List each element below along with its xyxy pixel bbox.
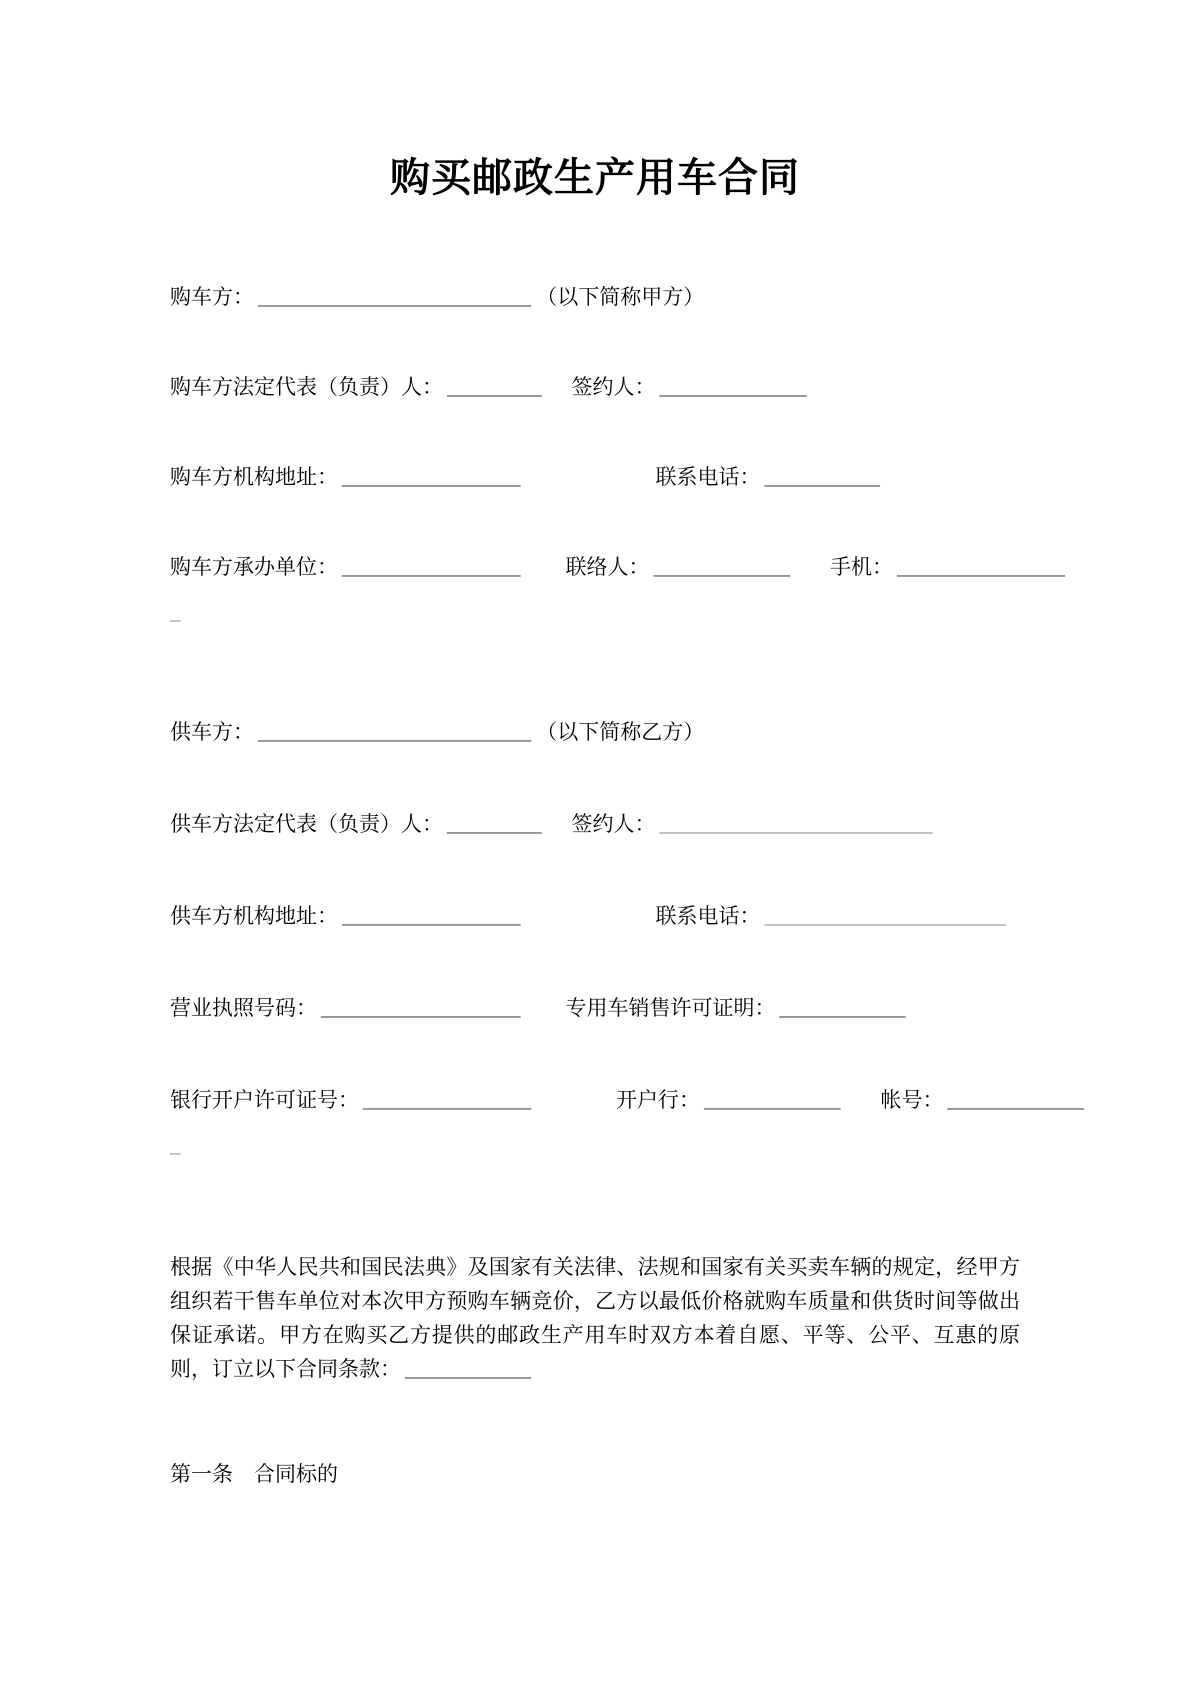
buyer-unit-label: 购车方承办单位： (170, 555, 338, 579)
buyer-representative-blank: _________ (447, 375, 542, 399)
buyer-address-blank: _________________ (342, 465, 521, 489)
seller-representative-label: 供车方法定代表（负责）人： (170, 812, 443, 836)
preamble-paragraph (170, 1250, 1020, 1386)
buyer-mobile-label: 手机： (830, 555, 893, 579)
license-blank: ___________________ (321, 996, 521, 1020)
section-1-heading: 第一条 合同标的 (170, 1462, 338, 1486)
buyer-phone-blank: ___________ (764, 465, 880, 489)
seller-line (170, 718, 1020, 746)
buyer-contact-blank: _____________ (653, 555, 790, 579)
seller-signer-blank: __________________________ (659, 812, 933, 836)
account-blank: _____________ (947, 1088, 1084, 1112)
preamble-text: 根据《中华人民共和国民法典》及国家有关法律、法规和国家有关买卖车辆的规定，经甲方组织若干售车单位对本次甲方预购车辆竞价，乙方以最低价格就购车质量和供货时间等做出保证承诺。甲方在购买乙方提供的邮政生产用车时双方本着自愿、平等、公平、互惠的原则，订立以下合同条款： (170, 1255, 1020, 1381)
seller-suffix: （以下简称乙方） (536, 720, 705, 744)
license-label: 营业执照号码： (170, 996, 317, 1020)
seller-blank: __________________________ (258, 720, 531, 744)
bank-line (170, 1086, 1084, 1114)
seller-signer-label: 签约人： (571, 812, 656, 836)
sales-permit-label: 专用车销售许可证明： (565, 996, 776, 1020)
seller-address-label: 供车方机构地址： (170, 904, 338, 928)
license-line (170, 994, 1020, 1022)
buyer-unit-blank: _________________ (342, 555, 521, 579)
seller-phone-blank: _______________________ (764, 904, 1006, 928)
buyer-unit-line (170, 553, 1065, 581)
seller-label: 供车方： (170, 720, 254, 744)
buyer-phone-label: 联系电话： (655, 465, 761, 489)
buyer-signer-blank: ______________ (659, 375, 807, 399)
bank-name-label: 开户行： (616, 1088, 700, 1112)
page-title: 购买邮政生产用车合同 (390, 155, 800, 200)
buyer-suffix: （以下简称甲方） (536, 285, 705, 309)
bank-permit-blank: ________________ (363, 1088, 531, 1112)
seller-representative-blank: _________ (447, 812, 542, 836)
seller-representative-line (170, 810, 1020, 838)
bank-permit-label: 银行开户许可证号： (170, 1088, 359, 1112)
preamble-blank: ____________ (405, 1357, 531, 1381)
buyer-continuation-line (170, 598, 1020, 626)
buyer-signer-label: 签约人： (571, 375, 656, 399)
buyer-address-label: 购车方机构地址： (170, 465, 338, 489)
seller-phone-label: 联系电话： (655, 904, 761, 928)
sales-permit-blank: ____________ (779, 996, 906, 1020)
seller-address-line (170, 902, 1020, 930)
buyer-blank: __________________________ (258, 285, 531, 309)
buyer-address-line (170, 463, 1020, 491)
account-label: 帐号： (880, 1088, 944, 1112)
bank-name-blank: _____________ (704, 1088, 841, 1112)
buyer-continuation-blank: _ (170, 600, 181, 624)
buyer-mobile-blank: ________________ (897, 555, 1065, 579)
buyer-representative-line (170, 373, 1020, 401)
buyer-label: 购车方： (170, 285, 254, 309)
seller-continuation-line (170, 1131, 1020, 1159)
buyer-line (170, 283, 1020, 311)
seller-continuation-blank: _ (170, 1133, 181, 1157)
seller-address-blank: _________________ (342, 904, 521, 928)
buyer-representative-label: 购车方法定代表（负责）人： (170, 375, 443, 399)
buyer-contact-label: 联络人： (565, 555, 650, 579)
